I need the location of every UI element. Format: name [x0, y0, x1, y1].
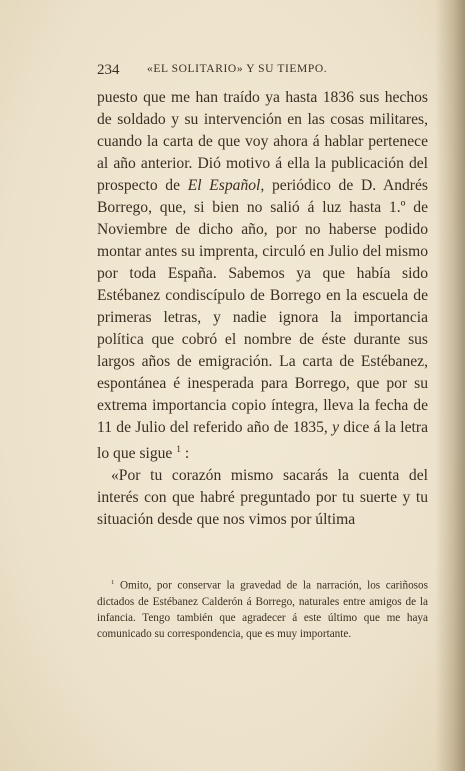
paragraph-1-part-1: puesto que me han traído ya hasta 1836 sus hechos de soldado y su intervención en las cosas militares, cuando la carta de que voy ahora á hablar pertenece al año anterior. Dió motivo á ella la publicación del prospecto de	[97, 89, 428, 194]
paragraph-1-part-3: dice á la letra lo que sigue	[97, 419, 428, 463]
footnote	[97, 575, 428, 642]
page-number: 234	[97, 62, 120, 78]
page-header	[97, 62, 427, 82]
italic-conjunction: y	[332, 419, 339, 436]
paragraph-2: «Por tu corazón mismo sacarás la cuenta del interés con que habré preguntado por tu suerte y tu situación desde que nos vimos por última	[97, 467, 428, 529]
body-text	[97, 87, 428, 531]
page-gutter-shadow	[435, 0, 465, 771]
footnote-marker: 1	[111, 579, 115, 586]
footnote-paragraph	[97, 575, 428, 642]
footnote-reference: 1	[176, 445, 181, 455]
periodical-title: El Español,	[187, 177, 265, 194]
footnote-text: Omito, por conservar la gravedad de la narración, los cariñosos dictados de Estébanez Calderón á Borrego, naturales entre amigos de la infancia. Tengo también que agradecer á este último que me haya comunicado su correspondencia, que es muy importante.	[97, 579, 428, 640]
running-title: «EL SOLITARIO» Y SU TIEMPO.	[147, 63, 328, 75]
paragraph-1	[97, 87, 428, 465]
paragraph-1-part-4: :	[184, 445, 190, 463]
paragraph-1-part-2: periódico de D. Andrés Borrego, que, si bien no salió á luz hasta 1.º de Noviembre de dicho año, por no haberse podido montar antes su imprenta, circuló en Julio del mismo por toda España. Sabemos ya que había sido Estébanez condiscípulo de Borrego en la escuela de primeras letras, y nadie ignora la importancia política que cobró el nombre de éste durante sus largos años de emigración. La carta de Estébanez, espontánea é inesperada para Borrego, que por su extrema importancia copio íntegra, lleva la fecha de 11 de Julio del referido año de 1835,	[97, 177, 428, 436]
